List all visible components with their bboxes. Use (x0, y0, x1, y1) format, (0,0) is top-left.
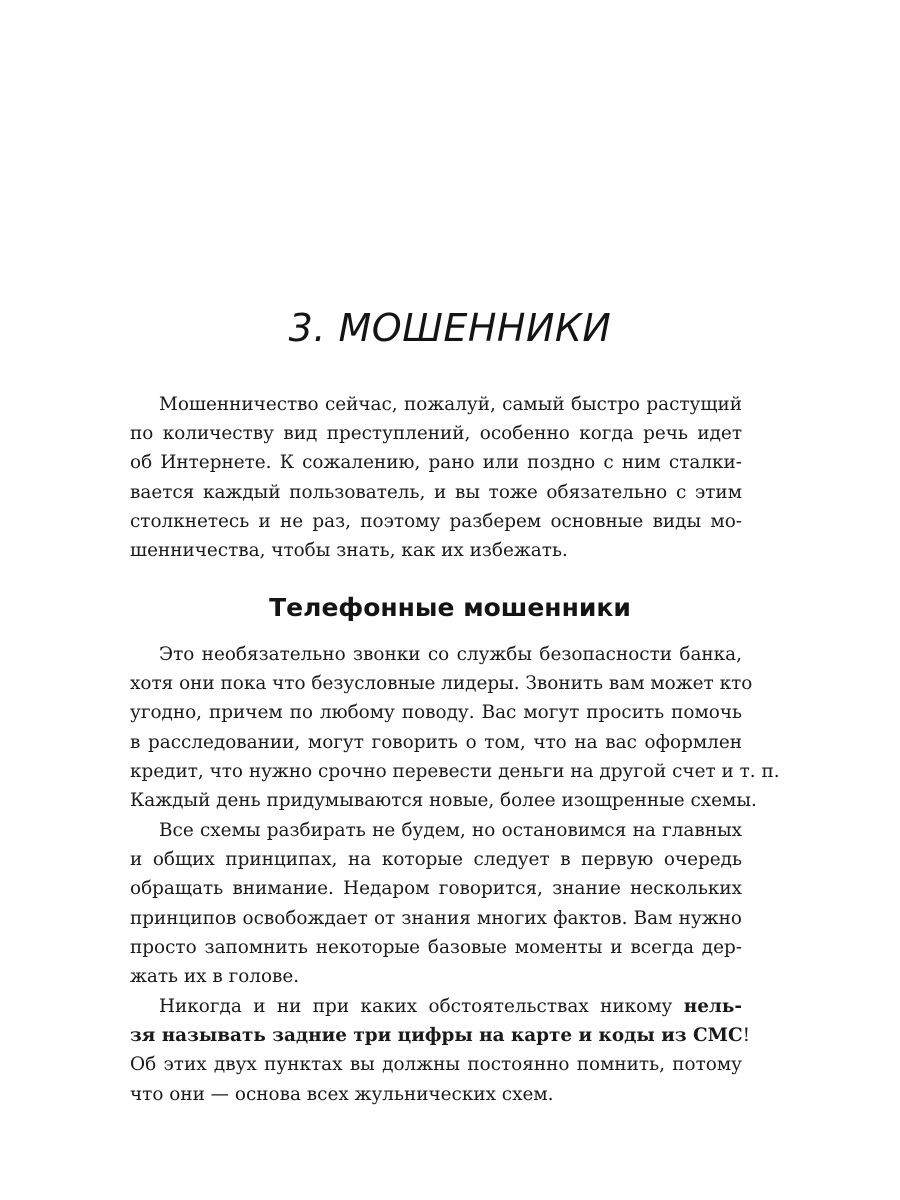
body-paragraph (130, 640, 780, 815)
text-line: и общих принципах, на которые следует в первую очередь (130, 849, 742, 871)
text-line: Это необязательно звонки со службы безопасности банка, (159, 644, 742, 665)
plain-text: Никогда и ни при каких обстоятельствах никому (159, 996, 684, 1017)
text-line: Мошенничество сейчас, пожалуй, самый быстро растущий (159, 394, 742, 415)
text-line: шенничества, чтобы знать, как их избежать. (130, 539, 568, 561)
section-heading: Телефонные мошенники (269, 593, 631, 622)
text-line: что они — основа всех жульнических схем. (130, 1083, 554, 1105)
text-line: Об этих двух пунктах вы должны постоянно помнить, потому (130, 1054, 742, 1076)
plain-text: ! (742, 1025, 750, 1047)
text-line: вается каждый пользователь, и вы тоже обязательно с этим (130, 481, 742, 503)
body-paragraph (130, 992, 750, 1109)
text-line: столкнетесь и не раз, поэтому разберем основные виды мо- (130, 510, 742, 532)
text-line (130, 1021, 750, 1050)
emphasized-text: нель- (683, 996, 742, 1017)
text-line (130, 992, 742, 1021)
text-line: по количеству вид преступлений, особенно когда речь идет (130, 423, 742, 445)
text-line: угодно, причем по любому поводу. Вас могут просить помочь (130, 702, 742, 724)
text-line: просто запомнить некоторые базовые моменты и всегда дер- (130, 936, 742, 958)
text-line: обращать внимание. Недаром говорится, знание нескольких (130, 878, 742, 900)
body-paragraph (130, 816, 742, 991)
text-line: кредит, что нужно срочно перевести деньги на другой счет и т. п. (130, 760, 780, 782)
text-line: жать их в голове. (130, 965, 300, 987)
text-line: Каждый день придумываются новые, более изощренные схемы. (130, 789, 757, 811)
text-line: об Интернете. К сожалению, рано или поздно с ним сталки- (130, 452, 742, 474)
text-line: в расследовании, могут говорить о том, что на вас оформлен (130, 731, 742, 753)
text-line: принципов освобождает от знания многих фактов. Вам нужно (130, 907, 742, 929)
emphasized-text: зя называть задние три цифры на карте и коды из СМС (130, 1025, 743, 1047)
intro-paragraph (130, 390, 742, 565)
text-line: Все схемы разбирать не будем, но остановимся на главных (159, 820, 742, 841)
text-line: хотя они пока что безусловные лидеры. Звонить вам может кто (130, 673, 753, 695)
chapter-title: 3. МОШЕННИКИ (288, 306, 612, 350)
